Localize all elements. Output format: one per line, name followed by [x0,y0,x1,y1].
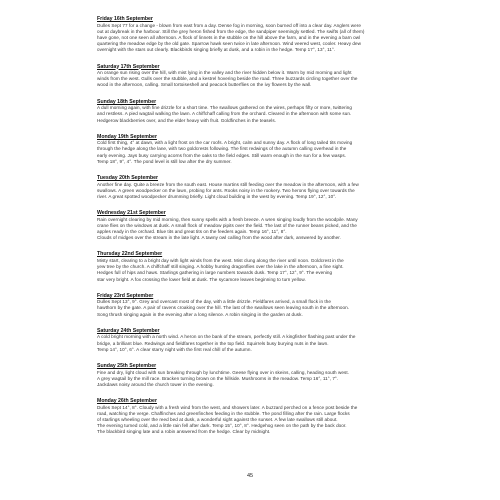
entry-text-line: of starlings wheeling over the reed bed at dusk, a wonderful sight against the sunset. A few late swallows still about. [97,417,338,423]
entry-text-line: wood in the afternoon, calling. Small tortoiseshell and peacock butterflies on the ivy flowers by the wall. [97,82,312,88]
diary-entries [97,16,403,446]
entry-text-line: Clouds of midges over the stream in the late light. A tawny owl calling from the wood after dark, answered by another. [97,235,341,241]
entry-text-line: Misty start, clearing to a bright day with light winds from the west. Mist clung along the river until noon. Goldcrest in the [97,257,344,263]
entry-heading: Thursday 22nd September [97,251,163,258]
entry-text-line: The evening turned cold, and a little rain fell after dark. Temp 15°, 10°, 8°. Hedgehog seen on the path by the back door. [97,423,347,429]
entry-text-line: yew tree by the church. A chiffchaff still singing. A hobby hunting dragonflies over the lake in the afternoon, a fine sight. [97,264,344,270]
entry-text-line: bridge, a brilliant blue. Redwings and fieldfares together in the top field. Squirrels busy burying nuts in the lawn. [97,340,329,346]
diary-entry [97,99,403,124]
entry-heading: Tuesday 20th September [97,175,159,182]
entry-heading: Saturday 17th September [97,63,160,70]
entry-text-line: star very bright. A fox crossing the lower field at dusk. The sycamore leaves beginning to turn yellow. [97,276,306,282]
entry-text-line: hawthorn by the gate. A pair of ravens croaking over the hill. The last of the swallows seen leaving south in the afternoon. [97,305,350,311]
entry-text-line: Dulles Sept 77 for a change - blown from east from a day. Dense fog in morning, soon burned off into a clear day. Anglers were [97,22,361,28]
entry-text-line: Hedges full of hips and haws. Starlings gathering in large numbers towards dusk. Temp 17°, 12°, 9°. The evening [97,270,333,276]
diary-entry [97,328,403,353]
entry-text-line: Song thrush singing again in the evening after a long silence. A robin singing in the garden at dusk. [97,311,303,317]
entry-text-line: have gone, not one seen all afternoon. A flock of linnets in the stubble on the hill above the farm, and in the evening a barn owl [97,34,361,40]
diary-entry [97,134,403,165]
entry-text-line: swallows. A green woodpecker on the lawn, probing for ants. Rooks noisy in the rookery. Two herons flying over towards the [97,187,355,193]
entry-text-line: early evening. Jays busy carrying acorns from the oaks to the field edges. Still warm enough in the sun for a few wasps. [97,152,347,158]
entry-text-line: apples ready in the orchard. Blue tits and great tits on the feeders again. Temp 16°, 11°, 8°. [97,229,287,235]
entry-text-line: river. A great spotted woodpecker drumming briefly. Light cloud building in the west by evening. Temp 19°, 12°, 10°. [97,193,337,199]
diary-entry [97,293,403,318]
entry-text-line: A grey wagtail by the mill race. Bracken turning brown on the hillside. Mushrooms in the meadow. Temp 16°, 11°, 7°. [97,375,339,381]
entry-text-line: quartering the meadow edge by the old gate. Sparrow hawk seen twice in late afternoon. Wind veered west, cooler. Heavy dew [97,41,362,47]
entry-text-line: Fine and dry, light cloud with sun breaking through by lunchtime. Geese flying over in skeins, calling, heading south west. [97,369,349,375]
page-number: 45 [246,473,254,479]
entry-text-line: Another fine day. Quite a breeze from the south east. House martins still feeding over the meadow in the afternoon, with a few [97,181,359,187]
entry-heading: Friday 23rd September [97,292,154,299]
diary-entry [97,210,403,241]
entry-heading: Friday 16th September [97,16,153,22]
entry-text-line: Temp 14°, 10°, 6°. A clear starry night with the first real chill of the autumn. [97,346,252,352]
diary-entry [97,251,403,282]
entry-text-line: Temp 18°, 9°, 4°. The pond level is still low after the dry summer. [97,158,232,164]
entry-text-line: and restless. A pied wagtail walking the lawn. A chiffchaff calling from the orchard. Cleared in the afternoon with some sun. [97,111,352,117]
entry-heading: Monday 26th September [97,398,157,405]
entry-text-line: through the hedge along the lane, with two goldcrests following. The first redwings of the autumn calling overhead in the [97,146,347,152]
diary-entry [97,16,403,54]
entry-heading: Monday 19th September [97,133,157,140]
entry-text-line: Hedgerow blackberries over, and the elder heavy with fruit. Goldfinches in the teasels. [97,117,277,123]
entry-text-line: Dulles Sept 14°, 8°. Cloudy with a fresh wind from the west, and showers later. A buzzard perched on a fence post beside the [97,404,358,410]
entry-heading: Sunday 25th September [97,363,157,369]
entry-text-line: A cold bright morning with a north wind. A heron on the bank of the stream, perfectly still. A kingfisher flashing past under the [97,334,356,340]
diary-entry [97,64,403,89]
entry-text-line: winds from the west. Gulls over the stubble, and a kestrel hovering beside the road. Three buzzards circling together over the [97,76,358,82]
entry-text-line: road, watching the verge. Chaffinches and greenfinches feeding in the stubble. The pond filling after the rain. Large flocks [97,410,350,416]
diary-entry [97,175,403,200]
diary-entry [97,398,403,436]
entry-text-line: Jackdaws noisy around the church tower in the evening. [97,381,214,387]
entry-text-line: crane flies on the windows at dusk. A small flock of meadow pipits over the field. The last of the runner beans picked, and the [97,222,357,228]
entry-text-line: An orange sun rising over the hill, with mist lying in the valley and the river hidden below it. Warm by mid morning and light [97,70,352,76]
entry-heading: Saturday 24th September [97,327,160,334]
entry-heading: Wednesday 21st September [97,210,166,217]
entry-text-line: The blackbird singing late and a robin answered from the hedge. Clear by midnight. [97,429,271,435]
entry-text-line: Dulles Sept 13°, 9°. Grey and overcast most of the day, with a little drizzle. Fieldfares arrived, a small flock in the [97,299,331,305]
entry-text-line: A dull morning again, with fine drizzle for a short time. The swallows gathered on the wires, perhaps fifty or more, twittering [97,105,352,111]
entry-text-line: Rain overnight clearing by mid morning, then sunny spells with a fresh breeze. A wren singing loudly from the woodpile. Many [97,216,358,222]
entry-text-line: overnight with the stars out clearly. Blackbirds singing briefly at dusk, and a robin in the hedge. Temp 17°, 13°, 11°. [97,47,336,53]
entry-heading: Sunday 18th September [97,98,157,105]
diary-entry [97,363,403,388]
entry-text-line: out at daybreak in the harbour. Still the grey heron fished from the edge, the sandpiper seemingly settled. The swifts (all of them) [97,28,365,34]
entry-text-line: Cold first thing, 4° at dawn, with a light frost on the car roofs. A bright, calm and sunny day. A flock of long tailed tits moving [97,140,353,146]
